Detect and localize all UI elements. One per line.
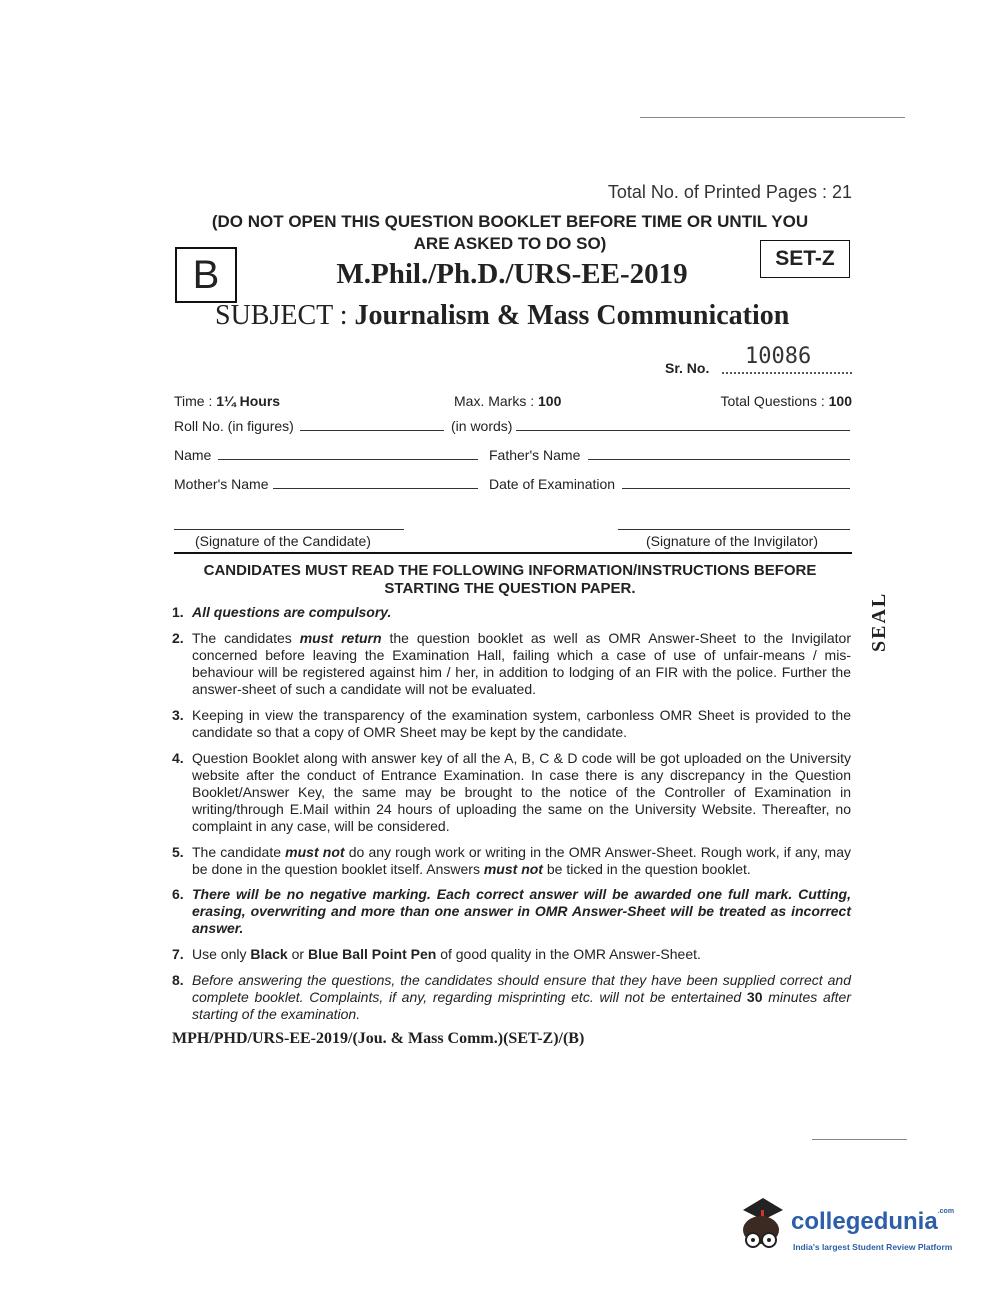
do-not-open-line2: ARE ASKED TO DO SO) [413, 234, 607, 253]
candidate-signature-line[interactable] [174, 529, 404, 530]
time-field [174, 393, 280, 409]
time-value: 1¼ Hours [216, 393, 281, 409]
instruction-number: 2. [172, 630, 184, 646]
instruction-number: 6. [172, 886, 184, 902]
instruction-number: 3. [172, 707, 184, 723]
do-not-open-line1: (DO NOT OPEN THIS QUESTION BOOKLET BEFORE TIME OR UNTIL YOU [211, 212, 809, 231]
booklet-code-box: B [175, 247, 237, 303]
instruction-1-text: All questions are compulsory. [192, 604, 392, 620]
instruction-2-text-b: the question booklet as well as OMR Answer-Sheet to the Invigilator concerned before leaving the Examination Hall, failing which a case of use of unfair-means / mis-behaviour will be registered against him / her, in addition to lodging of an FIR with the police. Further the answer-sheet of such a candidate will not be evaluated. [192, 630, 851, 697]
total-questions-field [600, 393, 852, 409]
instructions-heading-line2: STARTING THE QUESTION PAPER. [384, 580, 636, 597]
roll-words-label: (in words) [451, 418, 513, 434]
date-of-exam-field[interactable] [622, 488, 850, 489]
logo-suffix: .com [937, 1208, 955, 1215]
instruction-3: Keeping in view the transparency of the examination system, carbonless OMR Sheet is provided to the candidate so that a copy of OMR Sheet may be kept by the candidate. [192, 707, 851, 740]
total-questions-value: 100 [828, 393, 852, 409]
exam-title: M.Phil./Ph.D./URS-EE-2019 [336, 258, 688, 290]
instruction-8-bold: 30 [746, 989, 763, 1005]
instruction-6 [192, 886, 851, 937]
candidate-signature-label: (Signature of the Candidate) [195, 533, 371, 549]
instructions-heading-line1: CANDIDATES MUST READ THE FOLLOWING INFORMATION/INSTRUCTIONS BEFORE [203, 562, 817, 579]
name-label: Name [174, 447, 212, 463]
mascot-icon [733, 1196, 787, 1256]
logo-name [791, 1208, 954, 1236]
instruction-5 [192, 844, 851, 878]
sr-no-label: Sr. No. [665, 360, 710, 376]
instruction-7-bold-1: Black [250, 946, 288, 962]
instruction-8-text-b: minutes after starting of the examination. [192, 989, 851, 1022]
logo-name-text: collegedunia [791, 1208, 938, 1235]
instruction-2-emphasis: must return [299, 630, 382, 646]
subject-line [215, 300, 815, 332]
instruction-number: 4. [172, 750, 184, 766]
collegedunia-logo[interactable] [733, 1196, 963, 1266]
mother-name-label: Mother's Name [174, 476, 269, 492]
name-field[interactable] [218, 459, 478, 460]
roll-words-field[interactable] [516, 430, 850, 431]
instruction-2-text-a: The candidates [192, 630, 300, 646]
instruction-5-emphasis: must not [285, 844, 345, 860]
max-marks-field [454, 393, 561, 409]
instruction-7-text-a: Use only [192, 946, 251, 962]
roll-no-label: Roll No. (in figures) [174, 418, 294, 434]
instruction-4: Question Booklet along with answer key of all the A, B, C & D code will be got uploaded on the University website after the conduct of Entrance Examination. In case there is any discrepancy in the Question Booklet/Answer Key, the same may be brought to the notice of the Controller of Examination in writing/through E.Mail within 24 hours of uploading the same on the University Website. Thereafter, no complaint in any case, will be considered. [192, 750, 851, 834]
instruction-5-text-a: The candidate [192, 844, 286, 860]
divider [174, 552, 852, 554]
total-questions-label: Total Questions : [720, 393, 829, 409]
instruction-8-text-a: Before answering the questions, the candidates should ensure that they have been supplied correct and complete booklet. Complaints, if any, regarding misprinting etc. will not be entertained [192, 972, 851, 1005]
invigilator-signature-line[interactable] [618, 529, 850, 530]
seal-label: SEAL [868, 591, 890, 652]
max-marks-value: 100 [538, 393, 562, 409]
instruction-number: 7. [172, 946, 184, 962]
instruction-7-text-b: or [287, 946, 308, 962]
instruction-7 [192, 946, 851, 963]
time-label: Time : [174, 393, 217, 409]
sr-no-dotted-line [722, 371, 852, 374]
total-pages: Total No. of Printed Pages : 21 [607, 182, 852, 202]
father-name-label: Father's Name [489, 447, 581, 463]
instruction-5-text-b: do any rough work or writing in the OMR Answer-Sheet. Rough work, if any, may be done in the question booklet itself. Answers [192, 844, 851, 877]
instruction-7-text-c: of good quality in the OMR Answer-Sheet. [436, 946, 701, 962]
father-name-field[interactable] [588, 459, 850, 460]
subject-value: Journalism & Mass Communication [354, 300, 790, 331]
max-marks-label: Max. Marks : [454, 393, 539, 409]
instruction-5-text-c: be ticked in the question booklet. [542, 861, 751, 877]
instruction-number: 5. [172, 844, 184, 860]
invigilator-signature-label: (Signature of the Invigilator) [646, 533, 818, 549]
instruction-2 [192, 630, 851, 698]
logo-tagline: India's largest Student Review Platform [793, 1242, 953, 1252]
sr-number: 10086 [745, 344, 812, 369]
instruction-number: 8. [172, 972, 184, 988]
roll-no-field[interactable] [300, 430, 444, 431]
bottom-scan-line [812, 1139, 907, 1140]
instructions-heading [170, 562, 850, 598]
date-of-exam-label: Date of Examination [489, 476, 616, 492]
instruction-8 [192, 972, 851, 1023]
instruction-5-emphasis-2: must not [483, 861, 543, 877]
do-not-open-notice [170, 211, 850, 255]
instruction-6-text: There will be no negative marking. Each correct answer will be awarded one full mark. Cutting, erasing, overwriting and more than one answer in OMR Answer-Sheet will be treated as incorrect answer. [192, 886, 851, 936]
set-code-box: SET-Z [760, 240, 850, 278]
instruction-number: 1. [172, 604, 184, 620]
mother-name-field[interactable] [273, 488, 478, 489]
instruction-7-bold-2: Blue Ball Point Pen [307, 946, 437, 962]
top-scan-line [640, 117, 905, 118]
instruction-1 [192, 604, 851, 621]
footer-code: MPH/PHD/URS-EE-2019/(Jou. & Mass Comm.)(SET-Z)/(B) [172, 1030, 585, 1047]
subject-label: SUBJECT : [215, 300, 348, 331]
